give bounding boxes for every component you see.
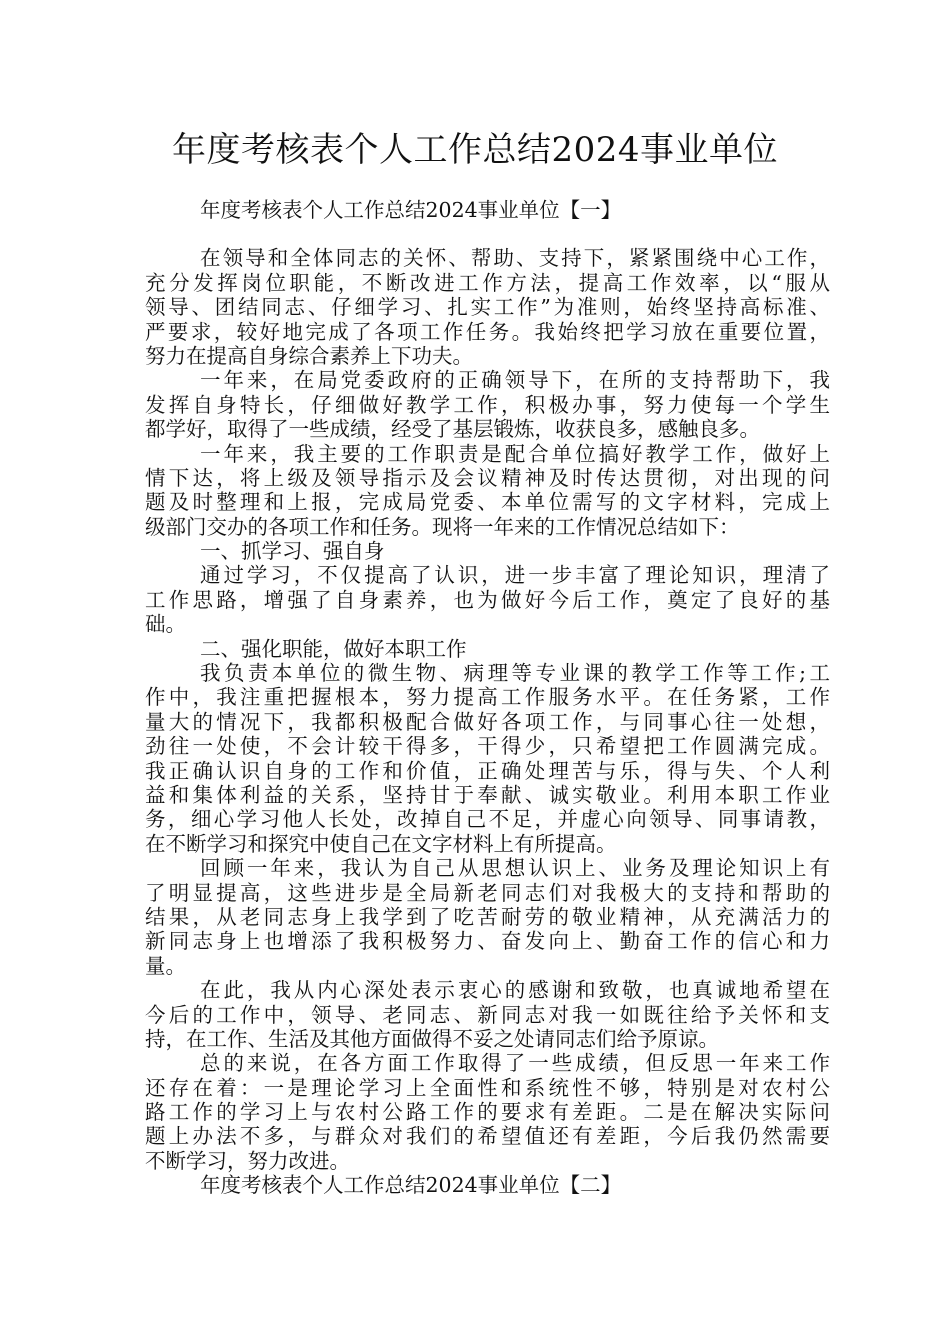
paragraph-line: 持，在工作、生活及其他方面做得不妥之处请同志们给予原谅。 [145, 1026, 719, 1051]
paragraph-line: 一年来，在局党委政府的正确领导下，在所的支持帮助下，我 [200, 368, 830, 393]
section-heading-2: 年度考核表个人工作总结2024事业单位【二】 [200, 1173, 622, 1198]
paragraph-line: 一年来，我主要的工作职责是配合单位搞好教学工作，做好上 [200, 441, 830, 466]
paragraph-line: 级部门交办的各项工作和任务。现将一年来的工作情况总结如下： [145, 514, 740, 539]
subsection-heading-2: 二、强化职能，做好本职工作 [200, 636, 467, 661]
section-heading-1: 年度考核表个人工作总结2024事业单位【一】 [200, 198, 622, 222]
paragraph-line: 还存在着：一是理论学习上全面性和系统性不够，特别是对农村公 [145, 1075, 830, 1100]
paragraph-line: 作中，我注重把握根本，努力提高工作服务水平。在任务紧，工作 [145, 685, 830, 710]
paragraph-line: 务，细心学习他人长处，改掉自己不足，并虚心向领导、同事请教， [145, 807, 830, 832]
paragraph-line: 领导、团结同志、仔细学习、扎实工作”为准则，始终坚持高标准、 [145, 295, 830, 320]
paragraph-line: 了明显提高，这些进步是全局新老同志们对我极大的支持和帮助的 [145, 880, 830, 905]
paragraph-line: 量大的情况下，我都积极配合做好各项工作，与同事心往一处想， [145, 709, 830, 734]
document-body [145, 198, 830, 1198]
paragraph-line: 发挥自身特长，仔细做好教学工作，积极办事，努力使每一个学生 [145, 392, 830, 417]
paragraph-line: 题及时整理和上报，完成局党委、本单位需写的文字材料，完成上 [145, 490, 830, 515]
paragraph-line: 在领导和全体同志的关怀、帮助、支持下，紧紧围绕中心工作， [200, 246, 830, 271]
paragraph-line: 不断学习，努力改进。 [145, 1148, 350, 1173]
paragraph-line: 我负责本单位的微生物、病理等专业课的教学工作等工作;工 [200, 661, 830, 686]
paragraph-line: 在不断学习和探究中使自己在文字材料上有所提高。 [145, 831, 617, 856]
paragraph-line: 严要求，较好地完成了各项工作任务。我始终把学习放在重要位置， [145, 319, 830, 344]
paragraph-line: 我正确认识自身的工作和价值，正确处理苦与乐，得与失、个人利 [145, 758, 830, 783]
paragraph-line: 结果，从老同志身上我学到了吃苦耐劳的敬业精神，从充满活力的 [145, 904, 830, 929]
paragraph-line: 努力在提高自身综合素养上下功夫。 [145, 343, 473, 368]
paragraph-line: 工作思路，增强了自身素养，也为做好今后工作，奠定了良好的基 [145, 587, 830, 612]
paragraph-line: 总的来说，在各方面工作取得了一些成绩，但反思一年来工作 [200, 1051, 830, 1076]
paragraph-line: 通过学习，不仅提高了认识，进一步丰富了理论知识，理清了 [200, 563, 830, 588]
subsection-heading-1: 一、抓学习、强自身 [200, 539, 385, 564]
paragraph-line: 今后的工作中，领导、老同志、新同志对我一如既往给予关怀和支 [145, 1002, 830, 1027]
paragraph-line: 都学好，取得了一些成绩，经受了基层锻炼，收获良多，感触良多。 [145, 417, 760, 442]
paragraph-line: 量。 [145, 953, 186, 978]
blank-line [145, 222, 830, 246]
paragraph-line: 充分发挥岗位职能，不断改进工作方法，提高工作效率，以“服从 [145, 270, 830, 295]
paragraph-line: 础。 [145, 612, 186, 637]
paragraph-line: 情下达，将上级及领导指示及会议精神及时传达贯彻，对出现的问 [145, 465, 830, 490]
paragraph-line: 益和集体利益的关系，坚持甘于奉献、诚实敬业。利用本职工作业 [145, 782, 830, 807]
paragraph-line: 题上办法不多，与群众对我们的希望值还有差距，今后我仍然需要 [145, 1124, 830, 1149]
document-title: 年度考核表个人工作总结2024事业单位 [171, 130, 779, 170]
paragraph-line: 在此，我从内心深处表示衷心的感谢和致敬，也真诚地希望在 [200, 978, 830, 1003]
paragraph-line: 回顾一年来，我认为自己从思想认识上、业务及理论知识上有 [200, 856, 830, 881]
paragraph-line: 路工作的学习上与农村公路工作的要求有差距。二是在解决实际问 [145, 1100, 830, 1125]
paragraph-line: 新同志身上也增添了我积极努力、奋发向上、勤奋工作的信心和力 [145, 929, 830, 954]
paragraph-line: 劲往一处使，不会计较干得多，干得少，只希望把工作圆满完成。 [145, 734, 830, 759]
